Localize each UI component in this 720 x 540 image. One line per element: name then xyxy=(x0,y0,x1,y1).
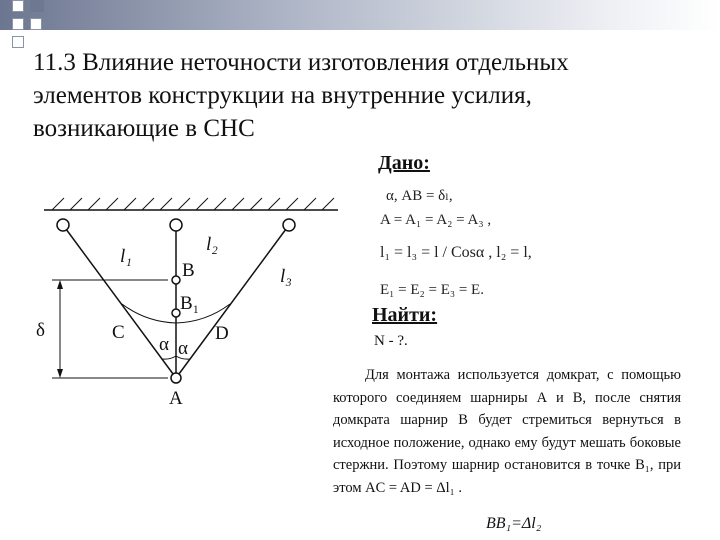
given-line-2: A = A₁ = A₂ = A₃ , xyxy=(380,212,492,228)
slide-title: 11.3 Влияние неточности изготовления отдельных элементов конструкции на внутренние усилия, возникающие в СНС xyxy=(33,49,569,142)
decor-square xyxy=(30,18,42,30)
find-value: N - ?. xyxy=(374,333,408,349)
given-line-1: α, AB = δₗ, xyxy=(386,188,453,204)
hinge-left-top xyxy=(57,219,69,231)
ceiling-hatching xyxy=(52,198,334,210)
decor-square xyxy=(12,0,24,12)
decor-square xyxy=(12,18,24,30)
delta-arrow-top xyxy=(57,280,63,289)
alpha-arc-left xyxy=(162,356,176,359)
hinge-right-top xyxy=(283,219,295,231)
label-A: A xyxy=(169,388,183,409)
label-alpha-right: α xyxy=(178,338,188,359)
find-heading: Найти: xyxy=(372,304,438,326)
given-line-4: E₁ = E₂ = E₃ = E. xyxy=(380,282,484,298)
hinge-middle-top xyxy=(170,219,182,231)
hinge-A xyxy=(171,373,181,383)
header-gradient-strip xyxy=(0,0,720,30)
label-B: B xyxy=(182,260,195,281)
label-delta: δ xyxy=(36,320,45,341)
decor-square xyxy=(30,0,44,12)
explanation-paragraph: Для монтажа используется домкрат, с помощью которого соединяем шарниры А и В, после снятия домкрата шарнир В будет стремиться вернуться в исходное положение, однако ему будут мешать боковые стержни. Поэтому шарнир остановится в точке B₁, при этом AC = AD = Δl₁ . xyxy=(333,367,681,496)
label-D: D xyxy=(215,323,229,344)
label-l1: l₁ xyxy=(120,246,132,267)
label-B1: B₁ xyxy=(180,293,200,314)
given-heading: Дано: xyxy=(378,152,430,174)
given-line-3: l₁ = l₃ = l / Cosα , l₂ = l, xyxy=(380,244,532,261)
label-alpha-left: α xyxy=(159,334,169,355)
label-l3: l₃ xyxy=(280,266,292,287)
final-formula: BB₁=Δl₂ xyxy=(486,515,542,532)
arc-left xyxy=(122,304,176,323)
delta-arrow-bottom xyxy=(57,369,63,378)
hinge-B1 xyxy=(172,309,180,317)
hinge-B xyxy=(172,276,180,284)
decor-square xyxy=(12,36,24,48)
truss-diagram xyxy=(30,188,360,418)
label-C: C xyxy=(112,322,125,343)
label-l2: l₂ xyxy=(206,234,218,255)
